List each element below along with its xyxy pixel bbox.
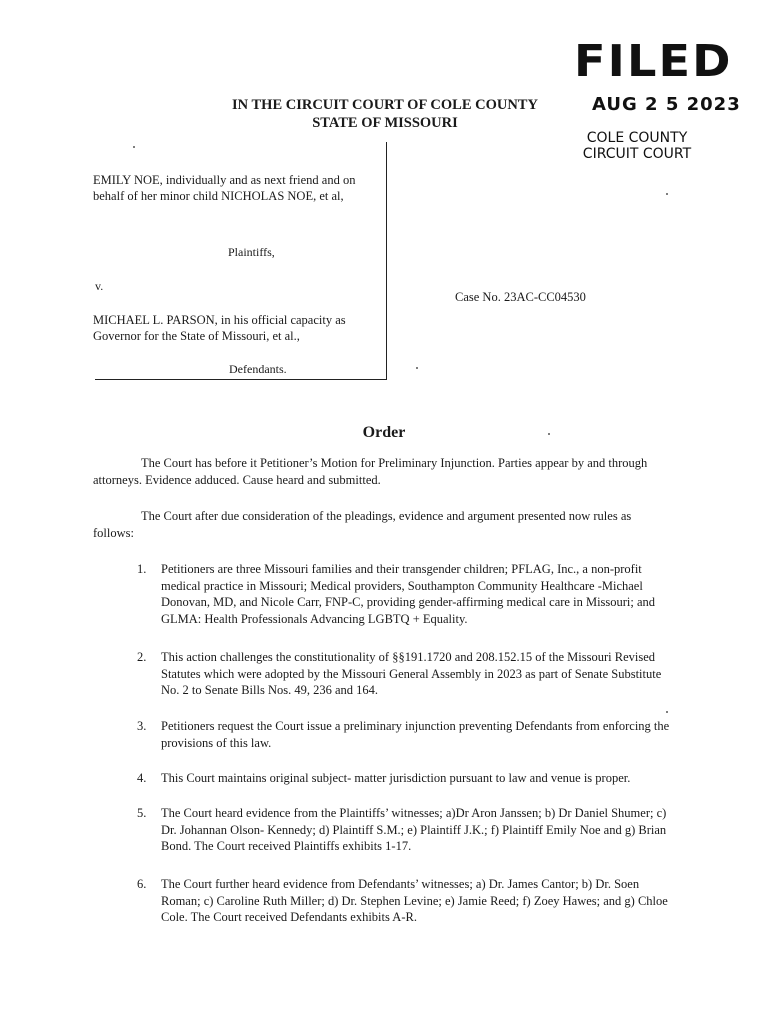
- list-item-number: 6.: [137, 877, 147, 891]
- list-item-number: 4.: [137, 771, 147, 785]
- versus-label: v.: [95, 279, 104, 293]
- order-intro-paragraph: The Court has before it Petitioner’s Motion for Preliminary Injunction. Parties appear by and through attorneys. Evidence adduced. Cause heard and submitted.: [93, 456, 648, 487]
- plaintiffs-label: Plaintiffs,: [228, 245, 275, 259]
- scan-speck: [548, 433, 550, 435]
- list-item-text: The Court further heard evidence from Defendants’ witnesses; a) Dr. James Cantor; b) Dr. Soen Roman; c) Caroline Ruth Miller; d) Dr. Stephen Levine; e) Jamie Reed; f) Zoey Hawes; and g) Chloe Cole. The Court received Defendants exhibits A-R.: [161, 877, 668, 924]
- caption-vertical-rule: [386, 142, 387, 380]
- list-item-number: 1.: [137, 562, 147, 576]
- defendants-label: Defendants.: [229, 362, 287, 376]
- list-item-number: 2.: [137, 650, 147, 664]
- list-item-text: Petitioners request the Court issue a preliminary injunction preventing Defendants from enforcing the provisions of this law.: [161, 719, 670, 750]
- defendant-names: MICHAEL L. PARSON, in his official capacity as Governor for the State of Missouri, et al.,: [93, 313, 346, 343]
- order-list-item: [137, 770, 677, 787]
- county-line-2: CIRCUIT COURT: [582, 146, 692, 162]
- list-item-text: The Court heard evidence from the Plaintiffs’ witnesses; a)Dr Aron Janssen; b) Dr Daniel Shumer; c) Dr. Johannan Olson- Kennedy; d) Plaintiff S.M.; e) Plaintiff J.K.; f) Plaintiff Emily Noe and g) Brian Bond. The Court received Plaintiffs exhibits 1-17.: [161, 806, 667, 853]
- scan-speck: [416, 367, 418, 369]
- order-list-item: [137, 561, 677, 627]
- order-list-item: [137, 718, 677, 751]
- case-number: Case No. 23AC-CC04530: [455, 290, 586, 304]
- order-list-item: [137, 649, 677, 699]
- court-heading: [200, 96, 570, 132]
- court-heading-line-2: STATE OF MISSOURI: [312, 115, 458, 131]
- scan-speck: [666, 193, 668, 195]
- order-list-item: [137, 805, 677, 855]
- scan-speck: [666, 711, 668, 713]
- order-findings-paragraph: The Court after due consideration of the pleadings, evidence and argument presented now rules as follows:: [93, 509, 632, 540]
- list-item-text: This Court maintains original subject- matter jurisdiction pursuant to law and venue is proper.: [161, 771, 631, 785]
- county-line-1: COLE COUNTY: [586, 130, 688, 146]
- order-list-item: [137, 876, 677, 926]
- plaintiff-names: EMILY NOE, individually and as next friend and on behalf of her minor child NICHOLAS NOE, et al,: [93, 173, 356, 203]
- scan-speck: [133, 146, 135, 148]
- caption-bottom-rule: [95, 379, 387, 380]
- filed-stamp: FILED: [574, 36, 733, 87]
- list-item-text: This action challenges the constitutionality of §§191.1720 and 208.152.15 of the Missouri Revised Statutes which were adopted by the Missouri General Assembly in 2023 as part of Senate Substitute No. 2 to Senate Bills Nos. 49, 236 and 164.: [161, 650, 662, 697]
- list-item-number: 5.: [137, 806, 147, 820]
- order-title: Order: [362, 424, 406, 441]
- list-item-text: Petitioners are three Missouri families and their transgender children; PFLAG, Inc., a non-profit medical practice in Missouri; Medical providers, Southampton Community Healthcare -Michael Donovan, MD, and Nicole Carr, FNP-C, providing gender-affirming medical care in Missouri; and GLMA: Health Professionals Advancing LGBTQ + Equality.: [161, 562, 656, 626]
- list-item-number: 3.: [137, 719, 147, 733]
- filed-county: [582, 130, 692, 162]
- filed-date: AUG 2 5 2023: [592, 94, 741, 115]
- court-heading-line-1: IN THE CIRCUIT COURT OF COLE COUNTY: [232, 97, 538, 113]
